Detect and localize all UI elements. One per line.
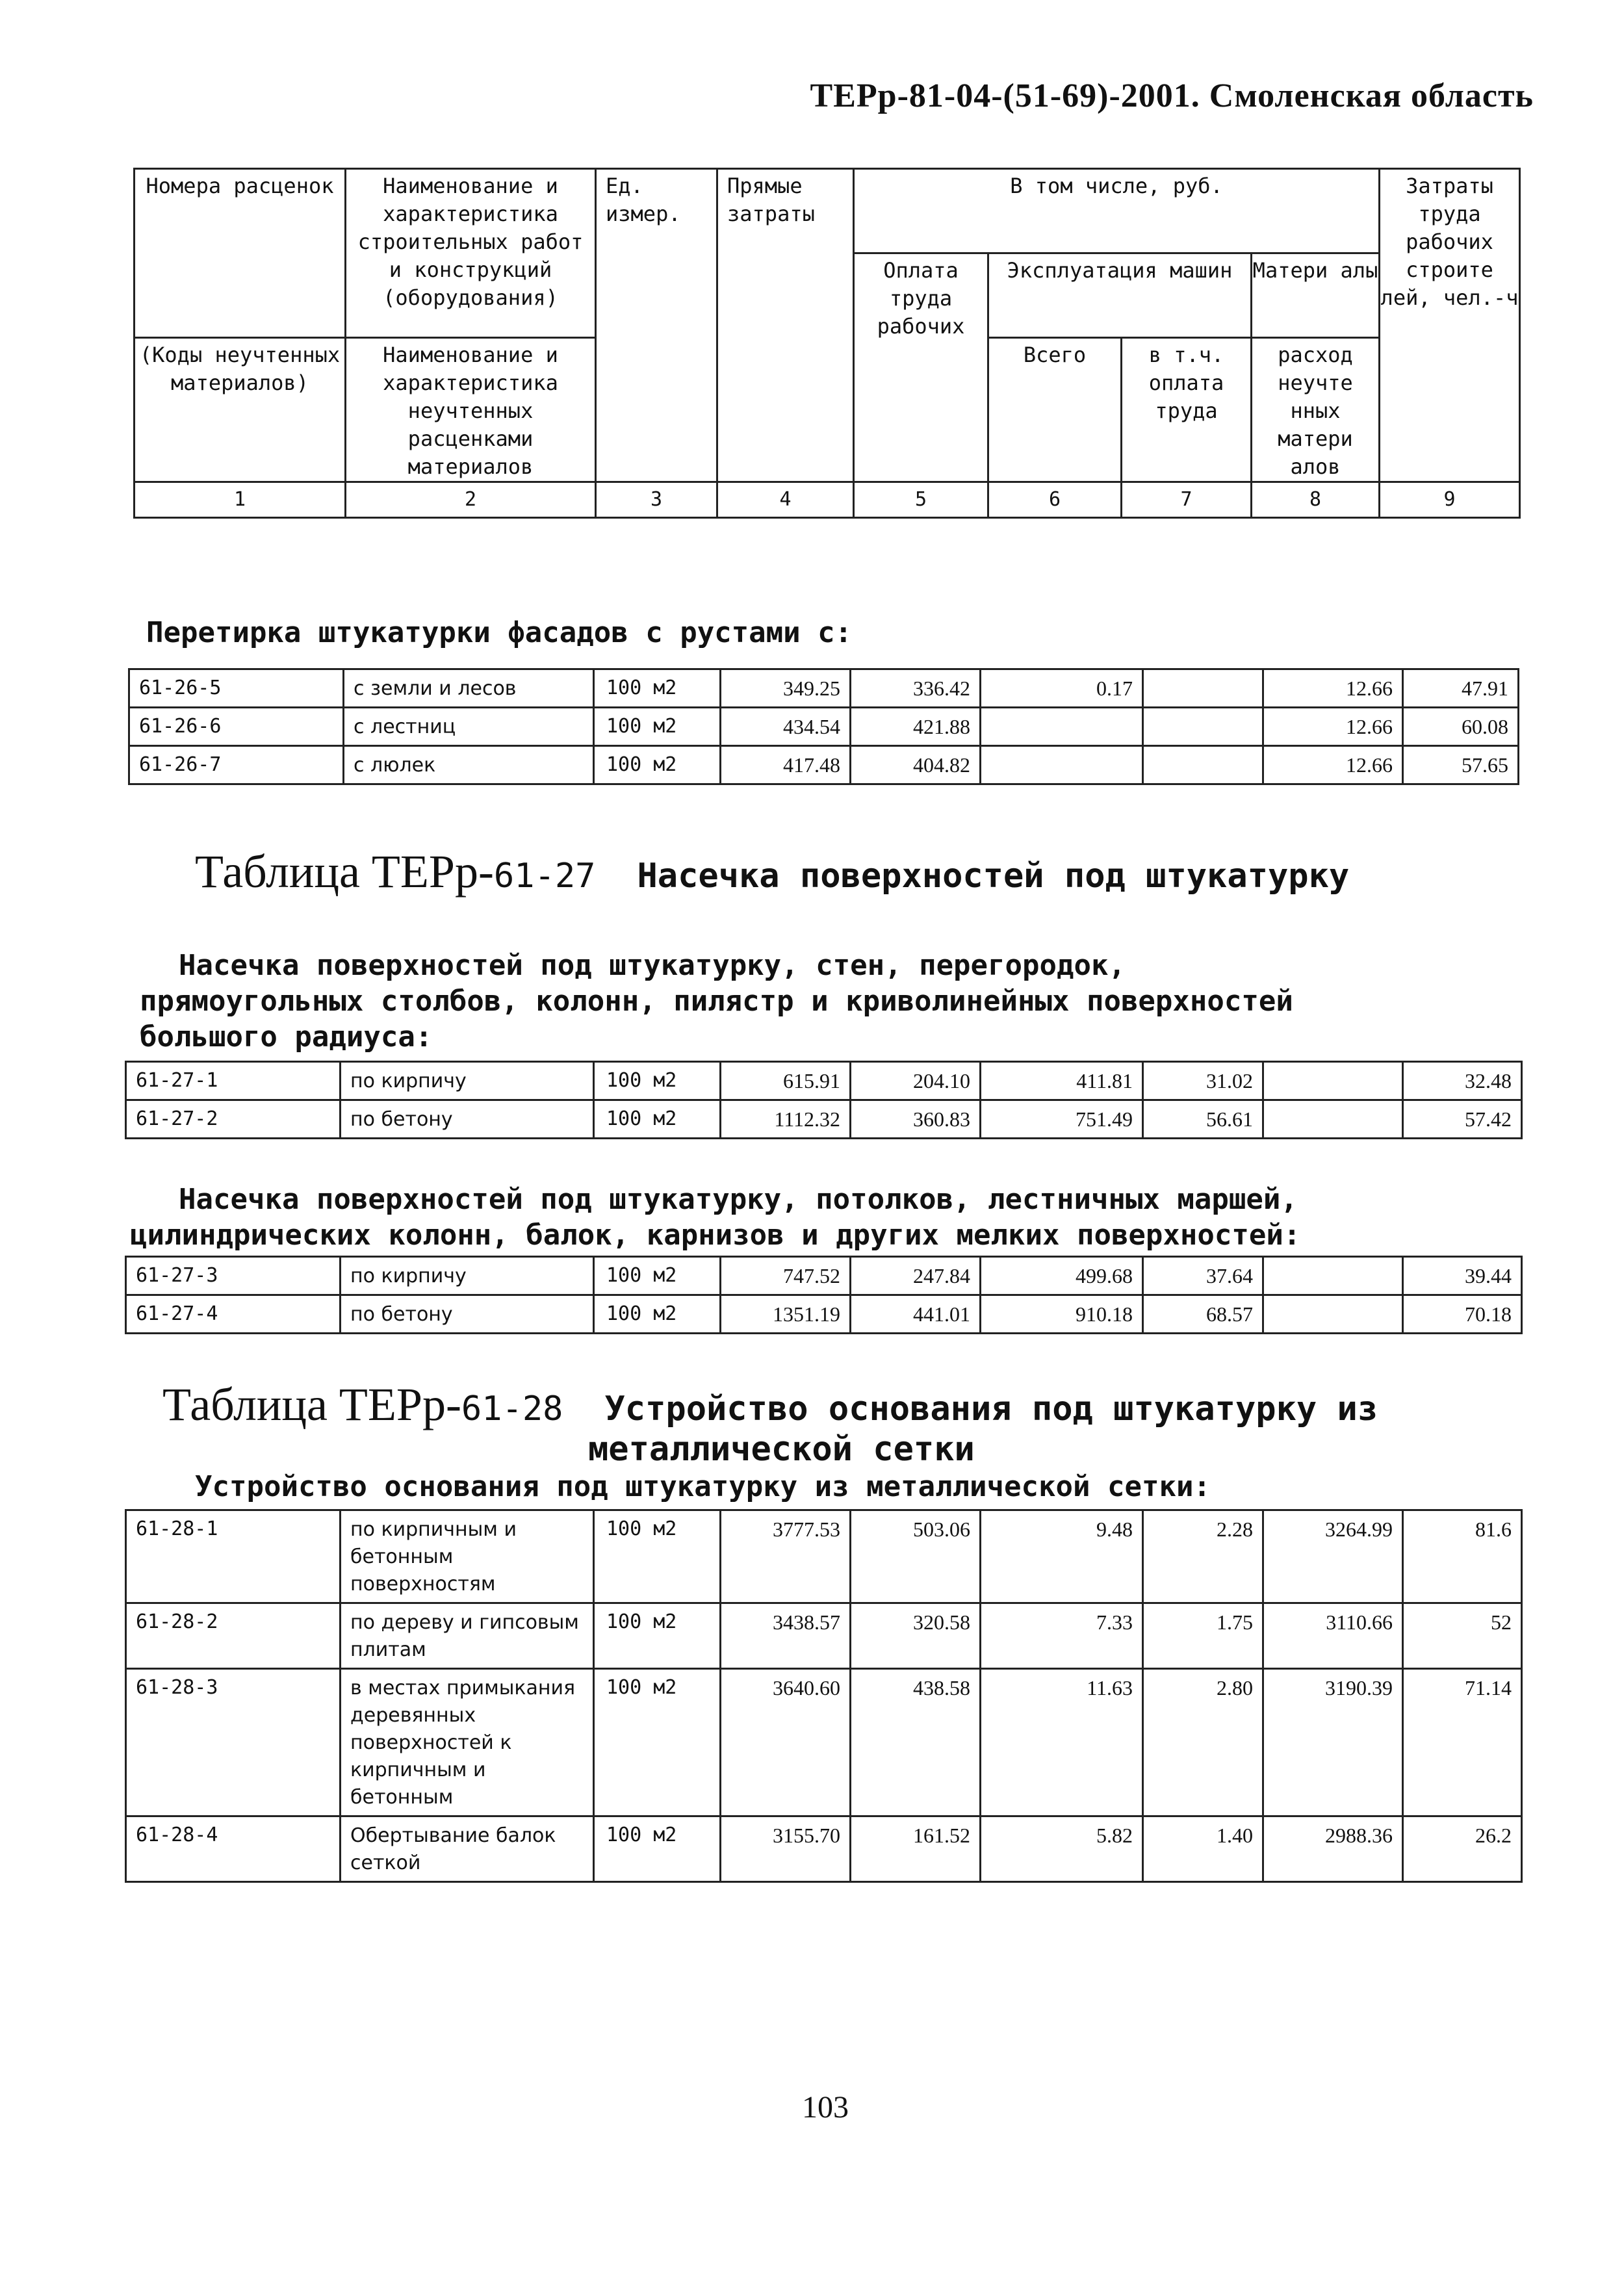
header-col6: Всего [988,338,1122,482]
table-title-number: 61-28 [461,1389,563,1428]
materials-cost: 12.66 [1263,669,1403,708]
header-num: 2 [346,482,596,518]
unit-of-measure: 100 м2 [594,1603,721,1669]
machine-labor-wages [1143,708,1263,746]
table-title-61-28-line2 [588,1430,975,1469]
header-num: 7 [1122,482,1252,518]
work-name: по бетону [341,1100,594,1139]
materials-cost: 12.66 [1263,708,1403,746]
work-name: с земли и лесов [344,669,594,708]
direct-costs: 3438.57 [721,1603,851,1669]
labor-hours: 26.2 [1403,1816,1522,1882]
materials-cost [1263,1062,1403,1100]
header-group-incl: В том числе, руб. [854,169,1380,253]
labor-wages: 421.88 [851,708,981,746]
page-number: 103 [802,2090,849,2125]
header-num: 3 [596,482,717,518]
table-title-name: Насечка поверхностей под штукатурку [637,857,1350,896]
rate-code: 61-26-7 [129,746,344,784]
work-name: по кирпичу [341,1257,594,1295]
direct-costs: 417.48 [721,746,851,784]
header-col8-bottom: расход неучте нных матери алов [1252,338,1380,482]
machine-operation [981,746,1143,784]
direct-costs: 3155.70 [721,1816,851,1882]
labor-wages: 320.58 [851,1603,981,1669]
header-col2-top: Наименование и характеристика строительных работ и конструкций (оборудования) [346,169,596,338]
header-col2-bottom: Наименование и характеристика неучтенных расценками материалов [346,338,596,482]
machine-labor-wages: 2.28 [1143,1510,1263,1603]
labor-hours: 39.44 [1403,1257,1522,1295]
unit-of-measure: 100 м2 [594,1100,721,1139]
header-num: 1 [135,482,346,518]
labor-hours: 81.6 [1403,1510,1522,1603]
direct-costs: 3777.53 [721,1510,851,1603]
direct-costs: 349.25 [721,669,851,708]
section-caption: Перетирка штукатурки фасадов с рустами с: [146,616,853,649]
table-title-number: 61-27 [493,857,596,896]
rate-code: 61-27-2 [126,1100,341,1139]
header-col1-top: Номера расценок [135,169,346,338]
header-group-machines: Эксплуатация машин [988,253,1252,338]
machine-labor-wages: 31.02 [1143,1062,1263,1100]
section-caption: Насечка поверхностей под штукатурку, стен, перегородок, [179,949,1126,982]
unit-of-measure: 100 м2 [594,669,721,708]
header-num: 5 [854,482,988,518]
machine-labor-wages: 56.61 [1143,1100,1263,1139]
table-row [126,1062,1522,1100]
section-caption: цилиндрических колонн, балок, карнизов и других мелких поверхностей: [130,1219,1301,1252]
materials-cost [1263,1295,1403,1334]
labor-hours: 47.91 [1403,669,1519,708]
machine-operation [981,708,1143,746]
machine-operation: 5.82 [981,1816,1143,1882]
table-row [126,1669,1522,1816]
section-caption: Насечка поверхностей под штукатурку, потолков, лестничных маршей, [179,1183,1298,1216]
rates-table-61-26 [128,668,1519,785]
work-name: Обертывание балок сеткой [341,1816,594,1882]
header-col8-top: Матери алы [1252,253,1380,338]
labor-wages: 204.10 [851,1062,981,1100]
header-col5: Оплата труда рабочих [854,253,988,482]
column-header-table [133,168,1521,519]
unit-of-measure: 100 м2 [594,746,721,784]
machine-labor-wages: 2.80 [1143,1669,1263,1816]
work-name: по дереву и гипсовым плитам [341,1603,594,1669]
table-row [129,746,1519,784]
unit-of-measure: 100 м2 [594,1510,721,1603]
rates-table-61-27-a [125,1061,1523,1139]
table-row [126,1100,1522,1139]
table-title-name: Устройство основания под штукатурку из [604,1389,1378,1428]
table-row [126,1510,1522,1603]
direct-costs: 1351.19 [721,1295,851,1334]
materials-cost: 3264.99 [1263,1510,1403,1603]
machine-operation: 751.49 [981,1100,1143,1139]
table-title-word: Таблица ТЕРр- [162,1378,461,1430]
unit-of-measure: 100 м2 [594,708,721,746]
rate-code: 61-28-1 [126,1510,341,1603]
running-head: ТЕРр-81-04-(51-69)-2001. Смоленская область [810,77,1534,114]
materials-cost: 3190.39 [1263,1669,1403,1816]
rate-code: 61-26-5 [129,669,344,708]
materials-cost [1263,1257,1403,1295]
labor-wages: 360.83 [851,1100,981,1139]
table-row [126,1257,1522,1295]
machine-labor-wages: 1.75 [1143,1603,1263,1669]
rates-table-61-28 [125,1509,1523,1883]
direct-costs: 434.54 [721,708,851,746]
rate-code: 61-28-2 [126,1603,341,1669]
section-caption: большого радиуса: [140,1020,433,1053]
table-row [129,669,1519,708]
table-row [126,1603,1522,1669]
materials-cost: 12.66 [1263,746,1403,784]
table-title-61-27 [195,845,1349,899]
rate-code: 61-27-3 [126,1257,341,1295]
machine-labor-wages [1143,746,1263,784]
machine-operation: 499.68 [981,1257,1143,1295]
header-col4: Прямые затраты [717,169,854,482]
labor-wages: 336.42 [851,669,981,708]
rates-table-61-27-b [125,1256,1523,1334]
header-col3: Ед. измер. [596,169,717,482]
header-num: 6 [988,482,1122,518]
rate-code: 61-27-4 [126,1295,341,1334]
rate-code: 61-28-3 [126,1669,341,1816]
labor-wages: 441.01 [851,1295,981,1334]
header-num: 8 [1252,482,1380,518]
section-caption: прямоугольных столбов, колонн, пилястр и криволинейных поверхностей [140,985,1293,1018]
unit-of-measure: 100 м2 [594,1062,721,1100]
direct-costs: 747.52 [721,1257,851,1295]
labor-wages: 161.52 [851,1816,981,1882]
header-num: 9 [1380,482,1520,518]
header-col1-bottom: (Коды неучтенных материалов) [135,338,346,482]
work-name: в местах примыкания деревянных поверхностей к кирпичным и бетонным [341,1669,594,1816]
machine-operation: 0.17 [981,669,1143,708]
machine-labor-wages: 1.40 [1143,1816,1263,1882]
materials-cost: 2988.36 [1263,1816,1403,1882]
unit-of-measure: 100 м2 [594,1669,721,1816]
machine-labor-wages: 37.64 [1143,1257,1263,1295]
header-col7: в т.ч. оплата труда [1122,338,1252,482]
unit-of-measure: 100 м2 [594,1816,721,1882]
machine-operation: 11.63 [981,1669,1143,1816]
labor-hours: 32.48 [1403,1062,1522,1100]
rate-code: 61-26-6 [129,708,344,746]
direct-costs: 1112.32 [721,1100,851,1139]
work-name: с лестниц [344,708,594,746]
labor-hours: 70.18 [1403,1295,1522,1334]
labor-hours: 57.65 [1403,746,1519,784]
header-num: 4 [717,482,854,518]
work-name: с люлек [344,746,594,784]
labor-hours: 52 [1403,1603,1522,1669]
machine-operation: 411.81 [981,1062,1143,1100]
unit-of-measure: 100 м2 [594,1295,721,1334]
labor-hours: 57.42 [1403,1100,1522,1139]
direct-costs: 3640.60 [721,1669,851,1816]
machine-operation: 910.18 [981,1295,1143,1334]
table-row [126,1295,1522,1334]
rate-code: 61-28-4 [126,1816,341,1882]
materials-cost: 3110.66 [1263,1603,1403,1669]
work-name: по кирпичным и бетонным поверхностям [341,1510,594,1603]
labor-wages: 438.58 [851,1669,981,1816]
labor-wages: 247.84 [851,1257,981,1295]
table-row [129,708,1519,746]
labor-wages: 503.06 [851,1510,981,1603]
work-name: по бетону [341,1295,594,1334]
labor-hours: 60.08 [1403,708,1519,746]
labor-wages: 404.82 [851,746,981,784]
table-title-61-28 [162,1378,1378,1432]
materials-cost [1263,1100,1403,1139]
machine-labor-wages [1143,669,1263,708]
table-title-name: металлической сетки [588,1430,975,1469]
machine-operation: 7.33 [981,1603,1143,1669]
work-name: по кирпичу [341,1062,594,1100]
section-caption: Устройство основания под штукатурку из металлической сетки: [195,1470,1211,1503]
header-col9: Затраты труда рабочих строите лей, чел.-ч [1380,169,1520,482]
table-title-word: Таблица ТЕРр- [195,846,494,898]
labor-hours: 71.14 [1403,1669,1522,1816]
rate-code: 61-27-1 [126,1062,341,1100]
unit-of-measure: 100 м2 [594,1257,721,1295]
direct-costs: 615.91 [721,1062,851,1100]
machine-operation: 9.48 [981,1510,1143,1603]
table-row [126,1816,1522,1882]
machine-labor-wages: 68.57 [1143,1295,1263,1334]
